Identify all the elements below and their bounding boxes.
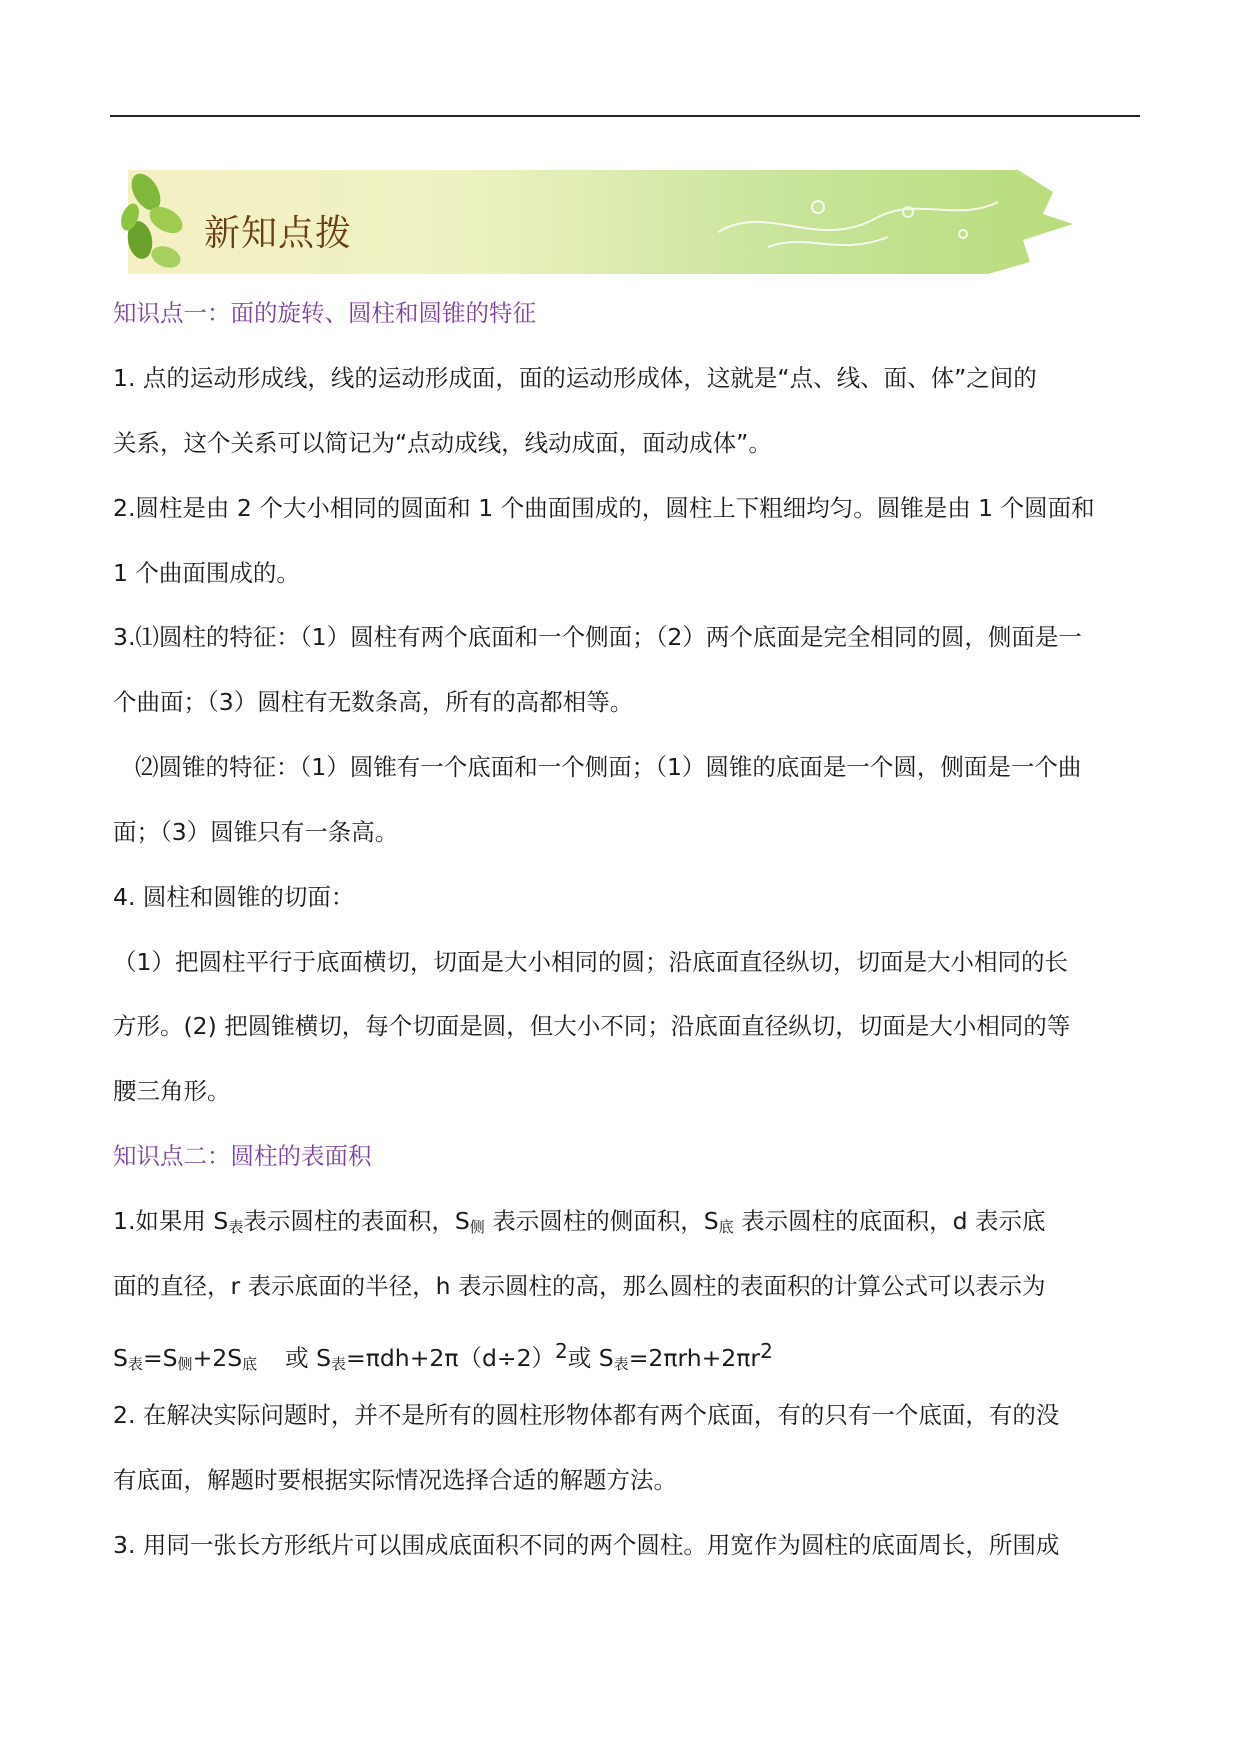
paragraph-line: 面的直径，r 表示底面的半径，h 表示圆柱的高，那么圆柱的表面积的计算公式可以表示为 <box>113 1272 1046 1300</box>
banner-title: 新知点拨 <box>204 213 353 254</box>
paragraph-line: ⑵圆锥的特征：（1）圆锥有一个底面和一个侧面；（1）圆锥的底面是一个圆，侧面是一个曲 <box>135 753 1082 781</box>
paragraph-line: 1.如果用 $S_表$表示圆柱的表面积，$S_侧$ 表示圆柱的侧面积，$S_底$ 表示圆柱的底面积，d 表示底 <box>113 1207 1046 1236</box>
paragraph-line: 2.圆柱是由 2 个大小相同的圆面和 1 个曲面围成的，圆柱上下粗细均匀。圆锥是由 1 个圆面和 <box>113 494 1095 522</box>
surface-area-formula: $S_表=S_侧+2S_底$ 或 $S_表=\pi dh+2\pi(d\div 2)^2$或 $S_表=2\pi rh+2\pi r^2$ <box>113 1339 773 1373</box>
paragraph-line: 面；（3）圆锥只有一条高。 <box>113 818 399 846</box>
paragraph-line: 腰三角形。 <box>113 1077 231 1105</box>
paragraph-line: 4. 圆柱和圆锥的切面： <box>113 883 355 911</box>
heading-knowledge-2: 知识点二：圆柱的表面积 <box>113 1142 372 1170</box>
paragraph-line: 3. 用同一张长方形纸片可以围成底面积不同的两个圆柱。用宽作为圆柱的底面周长，所围成 <box>113 1531 1060 1559</box>
heading-knowledge-1: 知识点一：面的旋转、圆柱和圆锥的特征 <box>113 299 536 327</box>
paragraph-line: 3.⑴圆柱的特征：（1）圆柱有两个底面和一个侧面；（2）两个底面是完全相同的圆，侧面是一 <box>113 623 1082 651</box>
paragraph-line: 2. 在解决实际问题时，并不是所有的圆柱形物体都有两个底面，有的只有一个底面，有的没 <box>113 1401 1060 1429</box>
paragraph-line: （1）把圆柱平行于底面横切，切面是大小相同的圆；沿底面直径纵切，切面是大小相同的长 <box>113 948 1068 976</box>
paragraph-line: 方形。(2) 把圆锥横切，每个切面是圆，但大小不同；沿底面直径纵切，切面是大小相同的等 <box>113 1012 1071 1040</box>
paragraph-line: 有底面，解题时要根据实际情况选择合适的解题方法。 <box>113 1466 677 1494</box>
paragraph-line: 个曲面；（3）圆柱有无数条高，所有的高都相等。 <box>113 688 634 716</box>
paragraph-line: 1 个曲面围成的。 <box>113 559 300 587</box>
header-rule <box>110 115 1140 117</box>
paragraph-line: 关系，这个关系可以简记为“点动成线，线动成面，面动成体”。 <box>113 429 772 457</box>
paragraph-line: 1. 点的运动形成线，线的运动形成面，面的运动形成体，这就是“点、线、面、体”之间的 <box>113 364 1037 392</box>
